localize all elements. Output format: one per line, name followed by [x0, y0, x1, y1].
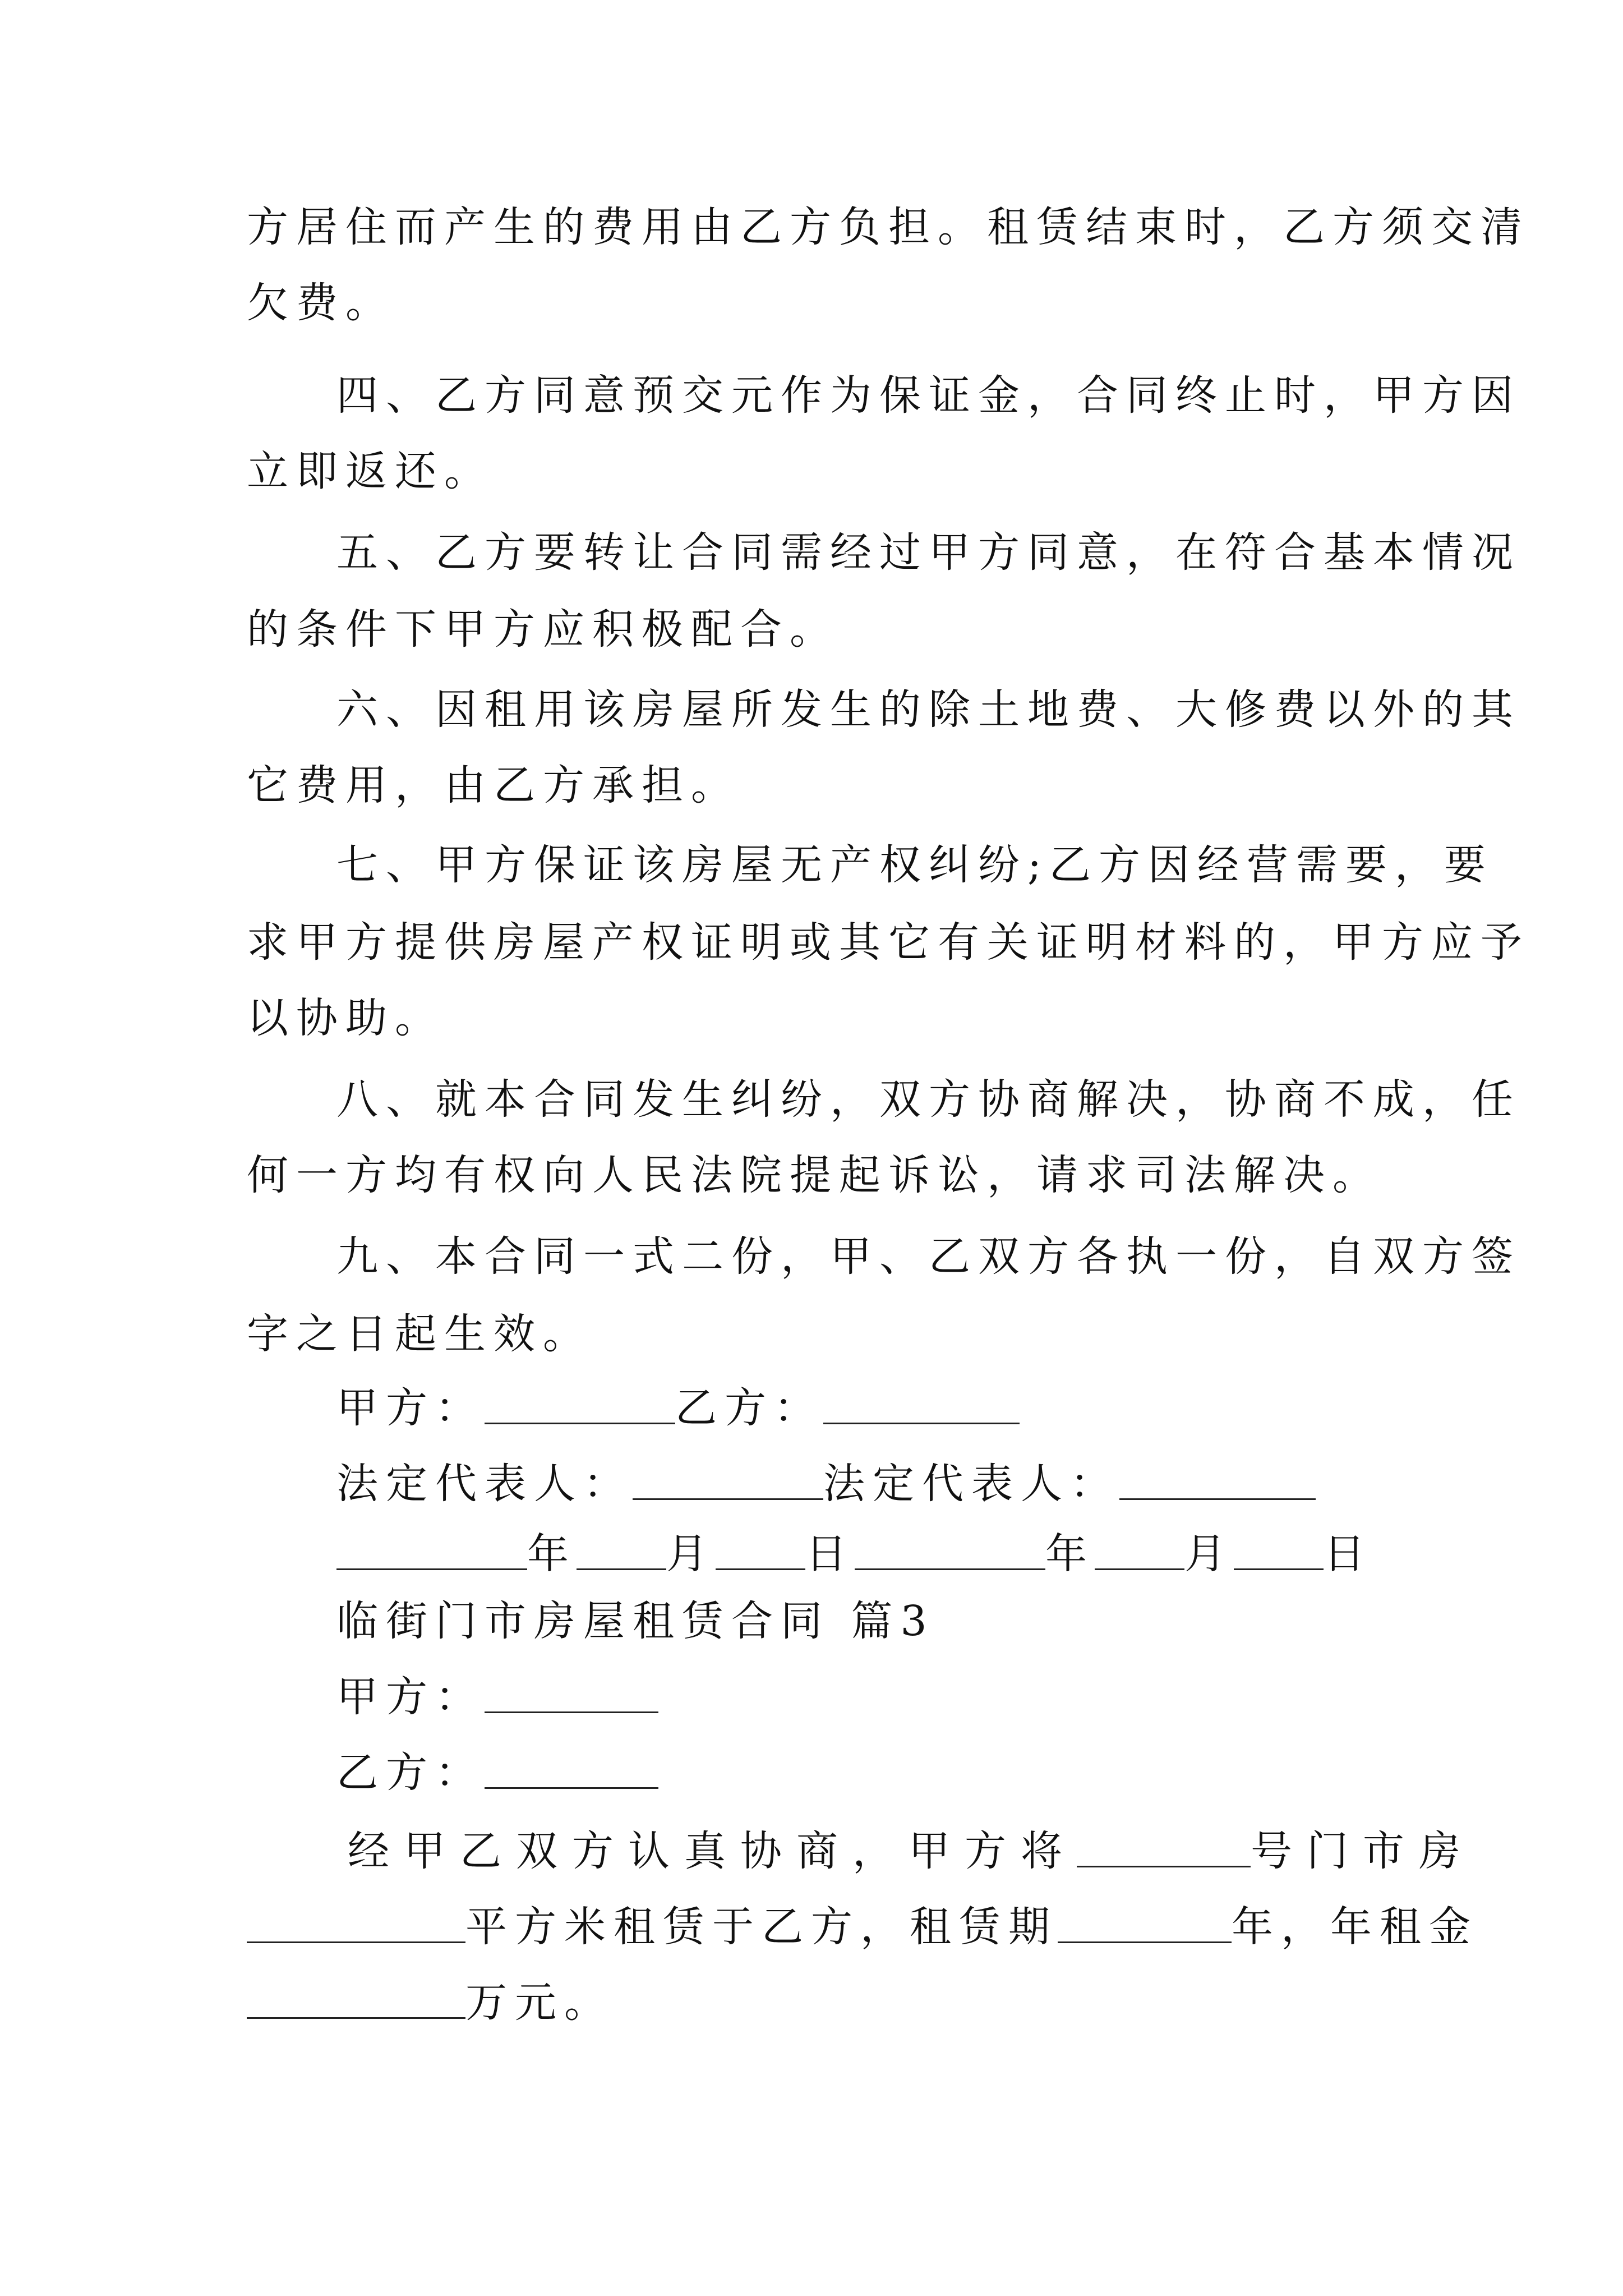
- paragraph-line: 五、乙方要转让合同需经过甲方同意，在符合基本情况: [336, 528, 1521, 577]
- party-b-label: 乙方：: [336, 1749, 485, 1797]
- rent-blank: [247, 1976, 465, 2019]
- party-b-blank: [485, 1746, 658, 1789]
- paragraph-text: 经甲乙双方认真协商，甲方将: [348, 1827, 1077, 1875]
- legal-rep-a-blank: [633, 1457, 823, 1500]
- lease-term-blank: [1058, 1900, 1232, 1943]
- date-line: [336, 1520, 1373, 1588]
- paragraph-line: 立即返还。: [247, 447, 494, 495]
- paragraph-text: 平方米租赁于乙方，租赁期: [465, 1903, 1058, 1951]
- month-label: 月: [666, 1530, 716, 1578]
- signature-parties-line: [336, 1374, 1020, 1442]
- paragraph-line: 六、因租用该房屋所发生的除土地费、大修费以外的其: [336, 685, 1521, 734]
- paragraph-text: 万元。: [465, 1978, 614, 2027]
- year-blank: [336, 1527, 527, 1570]
- paragraph-line: 九、本合同一式二份，甲、乙双方各执一份，自双方签: [336, 1232, 1521, 1281]
- day-blank: [716, 1527, 805, 1570]
- paragraph-line: 何一方均有权向人民法院提起诉讼，请求司法解决。: [247, 1151, 1382, 1199]
- party-b-blank: [823, 1381, 1020, 1424]
- area-blank: [247, 1900, 465, 1943]
- paragraph-line: 以协助。: [247, 994, 444, 1042]
- month-blank: [577, 1527, 666, 1570]
- day-blank: [1234, 1527, 1324, 1570]
- paragraph-line: 字之日起生效。: [247, 1310, 592, 1358]
- party-a-label: 甲方：: [336, 1384, 485, 1432]
- paragraph-line: 方居住而产生的费用由乙方负担。租赁结束时，乙方须交清: [247, 203, 1530, 251]
- paragraph-line: 欠费。: [247, 279, 395, 327]
- section3-paragraph-line: [247, 1893, 1478, 1961]
- legal-rep-b-label: 法定代表人：: [823, 1460, 1119, 1508]
- month-label: 月: [1184, 1530, 1234, 1578]
- section3-paragraph-line: [348, 1818, 1475, 1885]
- section3-party-a-line: [336, 1663, 658, 1731]
- day-label: 日: [805, 1530, 855, 1578]
- paragraph-text: 号门市房: [1251, 1827, 1475, 1875]
- paragraph-line: 四、乙方同意预交元作为保证金，合同终止时，甲方因: [336, 371, 1521, 420]
- section3-party-b-line: [336, 1739, 658, 1806]
- party-a-blank: [485, 1381, 675, 1424]
- legal-rep-b-blank: [1119, 1457, 1316, 1500]
- party-a-blank: [485, 1670, 658, 1713]
- year-blank: [855, 1527, 1045, 1570]
- paragraph-line: 求甲方提供房屋产权证明或其它有关证明材料的，甲方应予: [247, 918, 1530, 967]
- day-label: 日: [1324, 1530, 1373, 1578]
- paragraph-line: 七、甲方保证该房屋无产权纠纷;乙方因经营需要，要: [336, 841, 1493, 889]
- year-label: 年: [527, 1530, 577, 1578]
- legal-rep-line: [336, 1450, 1316, 1517]
- year-label: 年: [1045, 1530, 1095, 1578]
- section-title: 临街门市房屋租赁合同 篇3: [336, 1597, 935, 1645]
- paragraph-text: 年，年租金: [1232, 1903, 1478, 1951]
- shop-number-blank: [1077, 1824, 1251, 1867]
- paragraph-line: 八、就本合同发生纠纷，双方协商解决，协商不成，任: [336, 1075, 1521, 1124]
- party-a-label: 甲方：: [336, 1673, 485, 1721]
- paragraph-line: 它费用，由乙方承担。: [247, 761, 740, 809]
- month-blank: [1095, 1527, 1184, 1570]
- party-b-label: 乙方：: [675, 1384, 823, 1432]
- legal-rep-a-label: 法定代表人：: [336, 1460, 633, 1508]
- paragraph-line: 的条件下甲方应积极配合。: [247, 605, 839, 654]
- section3-paragraph-line: [247, 1969, 614, 2036]
